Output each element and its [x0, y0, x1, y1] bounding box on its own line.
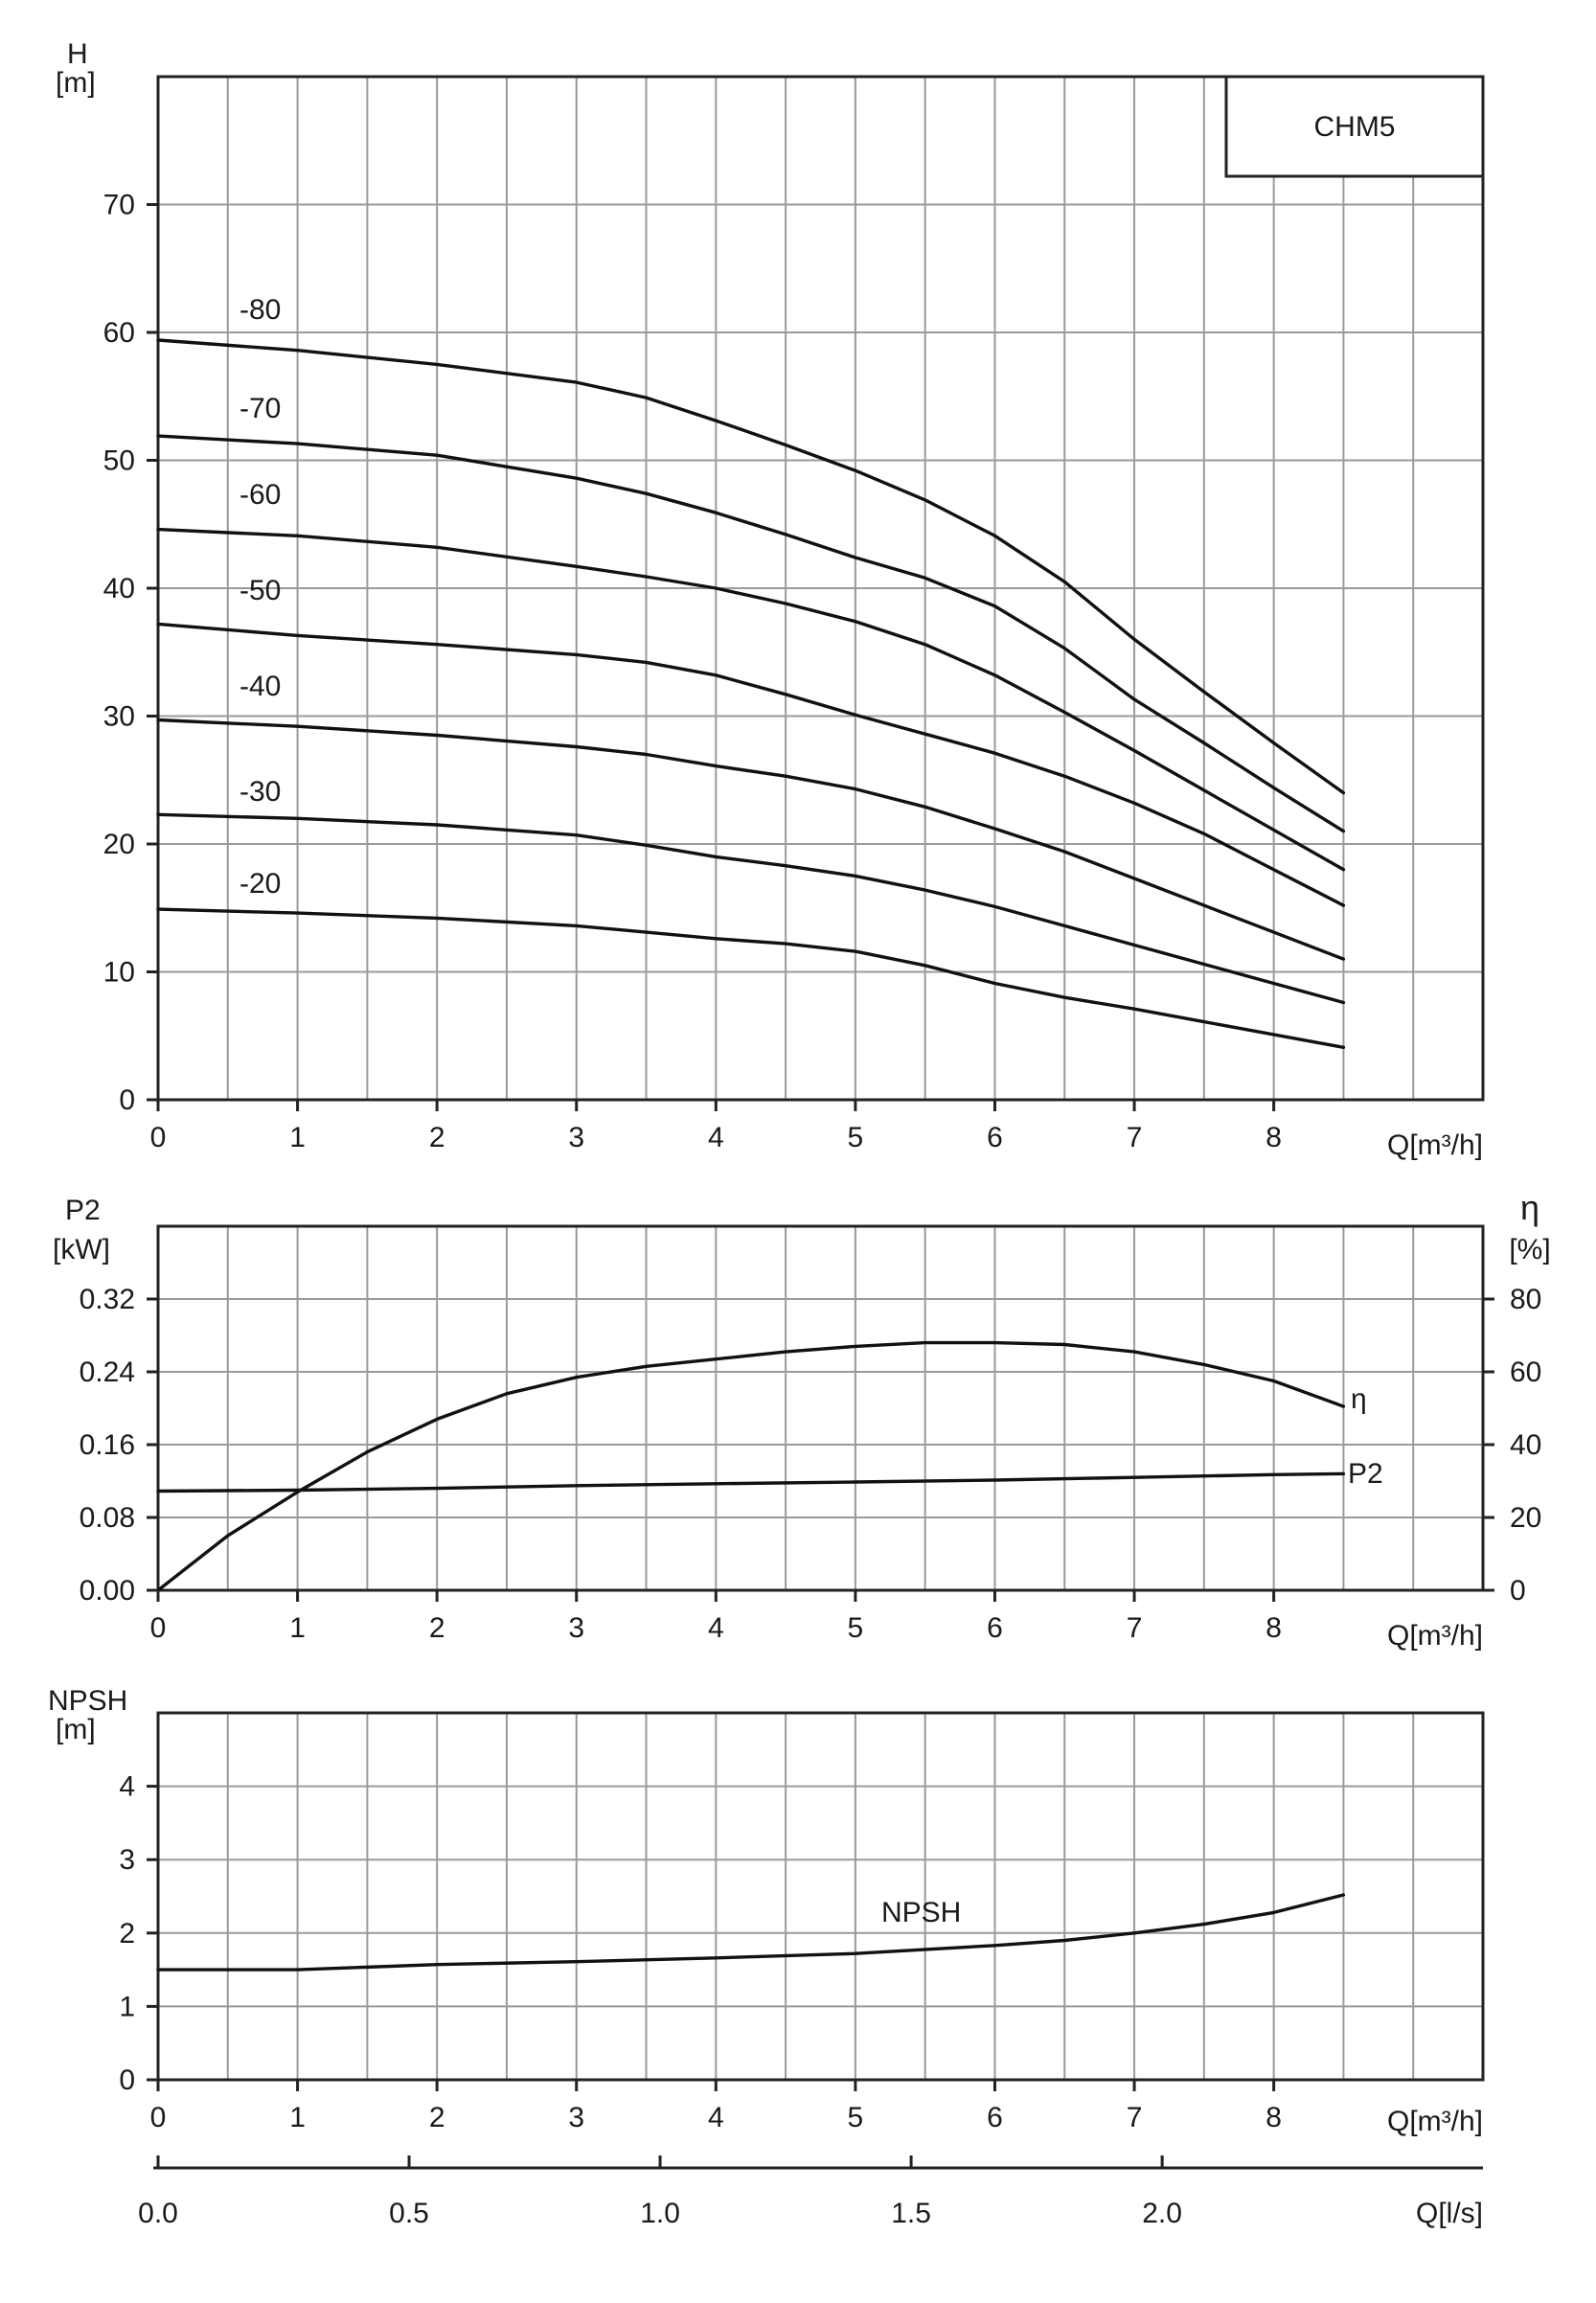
curve-50: [158, 624, 1343, 905]
npsh-curve-label: NPSH: [881, 1897, 962, 1928]
head-y-axis-unit: [m]: [56, 67, 96, 99]
y2-tick-label: 80: [1510, 1284, 1542, 1315]
model-label: CHM5: [1313, 111, 1396, 143]
x-tick-label: 0: [149, 1122, 167, 1153]
x-tick-label: 6: [987, 1612, 1003, 1644]
ls-tick-label: 1.0: [640, 2198, 680, 2229]
head-y-tick-labels: [103, 190, 158, 1117]
y-tick-label: 1: [119, 1991, 135, 2023]
y-tick-label: 0.32: [79, 1284, 135, 1315]
npsh-y-tick-labels: [119, 1771, 158, 2096]
ls-tick-label: 0.0: [138, 2198, 178, 2229]
flow-ls-axis: [138, 2155, 1483, 2229]
y-tick-label: 20: [103, 829, 135, 860]
x-tick-label: 3: [568, 2102, 585, 2133]
curve-: [158, 1343, 1343, 1590]
y-tick-label: 70: [103, 189, 135, 221]
y2-tick-label: 0: [1510, 1575, 1526, 1607]
y-tick-label: 0.24: [79, 1357, 135, 1388]
y-tick-label: 60: [103, 317, 135, 349]
x-tick-label: 4: [707, 1612, 724, 1644]
y2-tick-label: 20: [1510, 1502, 1542, 1534]
curve-label-40: -40: [239, 671, 282, 702]
pe-plot-frame: [158, 1226, 1483, 1590]
x-tick-label: 8: [1265, 2102, 1282, 2133]
pe-x-axis-title: Q[m³/h]: [1386, 1620, 1483, 1652]
curve-80: [158, 340, 1343, 793]
npsh-x-tick-labels: [150, 2080, 1282, 2133]
x-tick-label: 7: [1126, 1612, 1143, 1644]
x-tick-label: 7: [1126, 2102, 1143, 2133]
curve-20: [158, 909, 1343, 1047]
curve-40: [158, 720, 1343, 960]
head-model-box: [1226, 77, 1483, 176]
x-tick-label: 6: [987, 2102, 1003, 2133]
pe-curves: [158, 1343, 1343, 1590]
pe-left-axis-unit: [kW]: [53, 1234, 110, 1266]
x-tick-label: 6: [987, 1122, 1003, 1153]
x-tick-label: 5: [847, 2102, 864, 2133]
x-tick-label: 1: [289, 1122, 306, 1153]
pe-x-tick-labels: [150, 1590, 1282, 1644]
y-tick-label: 0.08: [79, 1502, 135, 1534]
power-efficiency-chart: [53, 1188, 1551, 1652]
y-tick-label: 3: [119, 1844, 135, 1877]
y-tick-label: 30: [103, 700, 135, 733]
y-tick-label: 4: [119, 1770, 135, 1803]
x-tick-label: 5: [847, 1612, 864, 1644]
npsh-y-axis-title: NPSH: [48, 1685, 128, 1717]
x-tick-label: 4: [707, 1122, 724, 1153]
eta-curve-label: η: [1351, 1383, 1367, 1415]
curve-label-20: -20: [239, 868, 282, 900]
npsh-x-axis-title: Q[m³/h]: [1386, 2106, 1483, 2137]
pe-left-tick-labels: [80, 1284, 158, 1607]
curve-label-80: -80: [239, 294, 282, 326]
x-tick-label: 4: [707, 2102, 724, 2133]
y-tick-label: 0.00: [79, 1575, 135, 1607]
ls-tick-label: 1.5: [891, 2198, 931, 2229]
x-tick-label: 8: [1265, 1612, 1282, 1644]
y-tick-label: 0: [119, 1084, 135, 1116]
pe-right-axis-title: η: [1519, 1188, 1540, 1227]
pe-left-axis-title: P2: [65, 1195, 101, 1226]
x-tick-label: 3: [568, 1612, 585, 1644]
x-tick-label: 0: [149, 2102, 167, 2133]
y-tick-label: 50: [103, 445, 135, 477]
p2-curve-label: P2: [1348, 1458, 1383, 1490]
x-tick-label: 3: [568, 1122, 585, 1153]
x-tick-label: 5: [847, 1122, 864, 1153]
pe-right-axis-unit: [%]: [1509, 1234, 1551, 1266]
curve-label-50: -50: [239, 575, 282, 606]
x-tick-label: 7: [1126, 1122, 1143, 1153]
pe-grid: [158, 1226, 1483, 1590]
x-tick-label: 2: [428, 1612, 445, 1644]
ls-tick-label: 0.5: [389, 2198, 429, 2229]
y2-tick-label: 40: [1510, 1429, 1542, 1461]
curve-label-30: -30: [239, 776, 282, 808]
x-tick-label: 1: [289, 1612, 306, 1644]
x-tick-label: 2: [428, 2102, 445, 2133]
pe-right-tick-labels: [1483, 1284, 1541, 1607]
npsh-plot-frame: [158, 1713, 1483, 2080]
npsh-y-axis-unit: [m]: [56, 1714, 96, 1745]
ls-tick-label: 2.0: [1142, 2198, 1182, 2229]
head-curve-labels: [239, 294, 281, 900]
flow-ls-axis-title: Q[l/s]: [1415, 2198, 1483, 2229]
y-tick-label: 0: [119, 2064, 135, 2096]
curve-label-60: -60: [239, 479, 282, 511]
curve-label-70: -70: [239, 393, 282, 424]
head-curves: [158, 340, 1343, 1047]
y-tick-label: 2: [119, 1917, 135, 1950]
head-x-tick-labels: [150, 1100, 1282, 1153]
y-tick-label: 0.16: [79, 1429, 135, 1461]
x-tick-label: 1: [289, 2102, 306, 2133]
npsh-grid: [158, 1713, 1483, 2080]
curve-P2: [158, 1473, 1343, 1491]
y-tick-label: 10: [103, 956, 135, 989]
head-chart: [56, 38, 1483, 1161]
x-tick-label: 0: [149, 1612, 167, 1644]
y-tick-label: 40: [103, 573, 135, 604]
x-tick-label: 8: [1265, 1122, 1282, 1153]
y2-tick-label: 60: [1510, 1357, 1542, 1388]
x-tick-label: 2: [428, 1122, 445, 1153]
head-x-axis-title: Q[m³/h]: [1386, 1129, 1483, 1161]
npsh-chart: [48, 1685, 1483, 2137]
head-y-axis-title: H: [67, 38, 88, 70]
curve-30: [158, 814, 1343, 1002]
